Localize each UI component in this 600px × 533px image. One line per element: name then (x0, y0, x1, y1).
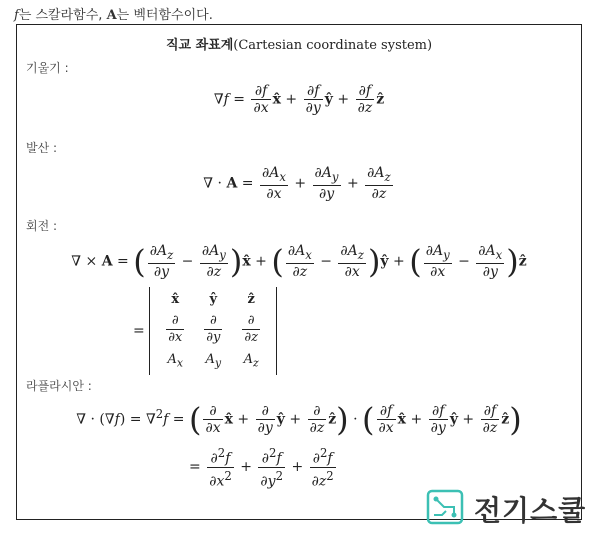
intro-line (14, 4, 213, 23)
divergence-formula: ∇ · A = $\frac{\partial A_x}{\partial x}$ + $\frac{\partial A_y}{\partial y}$ + $\frac{\partial A_z}{\partial z}$ (203, 165, 391, 202)
curl-formula: ∇ × A = ( $\frac{\partial A_z}{\partial y}$ − $\frac{\partial A_y}{\partial z}$ )x̂ + ( $\frac{\partial A_x}{\partial z}$ − $\frac{\partial A_z}{\partial x}$ )ŷ + ( $\frac{\partial A_y}{\partial x}$ − $\frac{\partial A_x}{\partial y}$ )ẑ (71, 242, 527, 281)
label-gradient: 기울기 : (26, 61, 69, 75)
vector-A: A (106, 8, 117, 23)
label-divergence: 발산 : (26, 141, 58, 155)
laplacian-formula: ∇ · (∇f) = ∇$^2$f = ( $\frac{\partial}{\partial x}$ x̂ + $\frac{\partial}{\partial y}$ ŷ + $\frac{\partial}{\partial z}$ ẑ) · ( $\frac{\partial f}{\partial x}$ x̂ + $\frac{\partial f}{\partial y}$ ŷ + $\frac{\partial f}{\partial z}$ ẑ) (76, 400, 522, 439)
logo-text: 전기스쿨 (474, 494, 587, 527)
formula-box (16, 24, 582, 520)
title-ko: 직교 좌표계 (165, 38, 234, 53)
label-laplacian: 라플라시안 : (26, 379, 92, 393)
title-en: (Cartesian coordinate system) (233, 38, 433, 53)
laplacian-expanded: = $\frac{\partial^2f}{\partial x^2}$ + $\frac{\partial^2f}{\partial y^2}$ + $\frac{\partial^2f}{\partial z^2}$ (189, 446, 334, 490)
section-title (17, 34, 581, 53)
curl-determinant: = x̂ ŷ ẑ $\frac{\partial}{\partial x}$ $\frac{\partial}{\partial y}$ $\frac{\partial}{\partial z}$ $A_x$ $A_y$ $A_z$ (133, 287, 277, 375)
intro-text-2: 는 벡터함수이다. (116, 8, 213, 23)
label-curl: 회전 : (26, 219, 58, 233)
circuit-chip-icon (424, 487, 468, 527)
scalar-f: f (14, 8, 19, 23)
intro-text-1: 는 스칼라함수, (18, 8, 107, 23)
gradient-formula: ∇f = $\frac{\partial f}{\partial x}$ x̂ + $\frac{\partial f}{\partial y}$ ŷ + $\frac{\partial f}{\partial z}$ ẑ (213, 83, 385, 116)
